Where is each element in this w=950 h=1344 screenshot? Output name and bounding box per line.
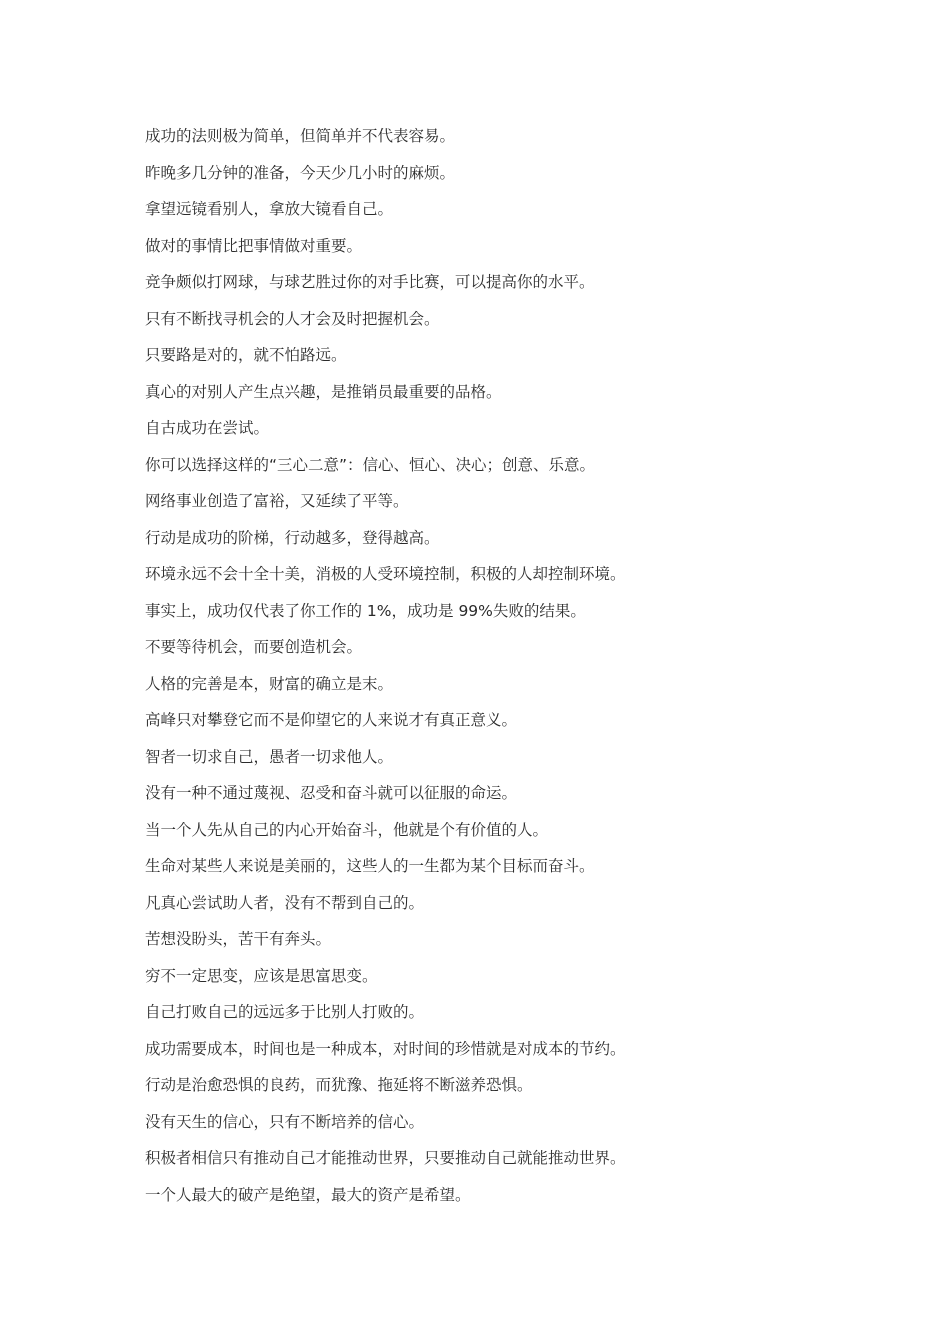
quote-line: 人格的完善是本，财富的确立是末。 [145, 674, 394, 693]
quote-line: 苦想没盼头，苦干有奔头。 [145, 930, 332, 948]
quote-line: 行动是治愈恐惧的良药，而犹豫、拖延将不断滋养恐惧。 [145, 1076, 533, 1094]
quote-line: 不要等待机会，而要创造机会。 [145, 638, 363, 656]
quote-line: 生命对某些人来说是美丽的，这些人的一生都为某个目标而奋斗。 [145, 857, 595, 875]
quote-list [145, 118, 865, 1213]
quote-line: 只要路是对的，就不怕路远。 [145, 346, 347, 364]
quote-line: 网络事业创造了富裕，又延续了平等。 [145, 492, 409, 510]
quote-line: 当一个人先从自己的内心开始奋斗，他就是个有价值的人。 [145, 820, 549, 839]
quote-line: 一个人最大的破产是绝望，最大的资产是希望。 [145, 1185, 471, 1204]
quote-line: 只有不断找寻机会的人才会及时把握机会。 [145, 309, 440, 328]
quote-line: 成功的法则极为简单，但简单并不代表容易。 [145, 127, 456, 145]
quote-line: 自古成功在尝试。 [145, 419, 270, 437]
quote-line: 高峰只对攀登它而不是仰望它的人来说才有真正意义。 [145, 711, 518, 729]
quote-line: 没有一种不通过蔑视、忍受和奋斗就可以征服的命运。 [145, 784, 518, 802]
quote-line: 竞争颇似打网球，与球艺胜过你的对手比赛，可以提高你的水平。 [145, 273, 595, 291]
quote-line: 成功需要成本，时间也是一种成本，对时间的珍惜就是对成本的节约。 [145, 1039, 626, 1058]
quote-line: 事实上，成功仅代表了你工作的 1%，成功是 99%失败的结果。 [145, 601, 586, 620]
quote-line: 你可以选择这样的“三心二意”：信心、恒心、决心；创意、乐意。 [145, 455, 596, 474]
quote-line: 自己打败自己的远远多于比别人打败的。 [145, 1003, 425, 1021]
quote-line: 行动是成功的阶梯，行动越多，登得越高。 [145, 528, 440, 547]
quote-line: 做对的事情比把事情做对重要。 [145, 236, 363, 255]
quote-line: 没有天生的信心，只有不断培养的信心。 [145, 1112, 425, 1131]
quote-line: 智者一切求自己，愚者一切求他人。 [145, 747, 394, 766]
quote-line: 积极者相信只有推动自己才能推动世界，只要推动自己就能推动世界。 [145, 1149, 626, 1167]
quote-line: 拿望远镜看别人，拿放大镜看自己。 [145, 200, 394, 218]
quote-line: 昨晚多几分钟的准备，今天少几小时的麻烦。 [145, 163, 456, 182]
quote-line: 环境永远不会十全十美，消极的人受环境控制，积极的人却控制环境。 [145, 565, 626, 583]
quote-line: 真心的对别人产生点兴趣，是推销员最重要的品格。 [145, 382, 502, 401]
quote-line: 凡真心尝试助人者，没有不帮到自己的。 [145, 893, 425, 912]
quote-line: 穷不一定思变，应该是思富思变。 [145, 966, 378, 985]
